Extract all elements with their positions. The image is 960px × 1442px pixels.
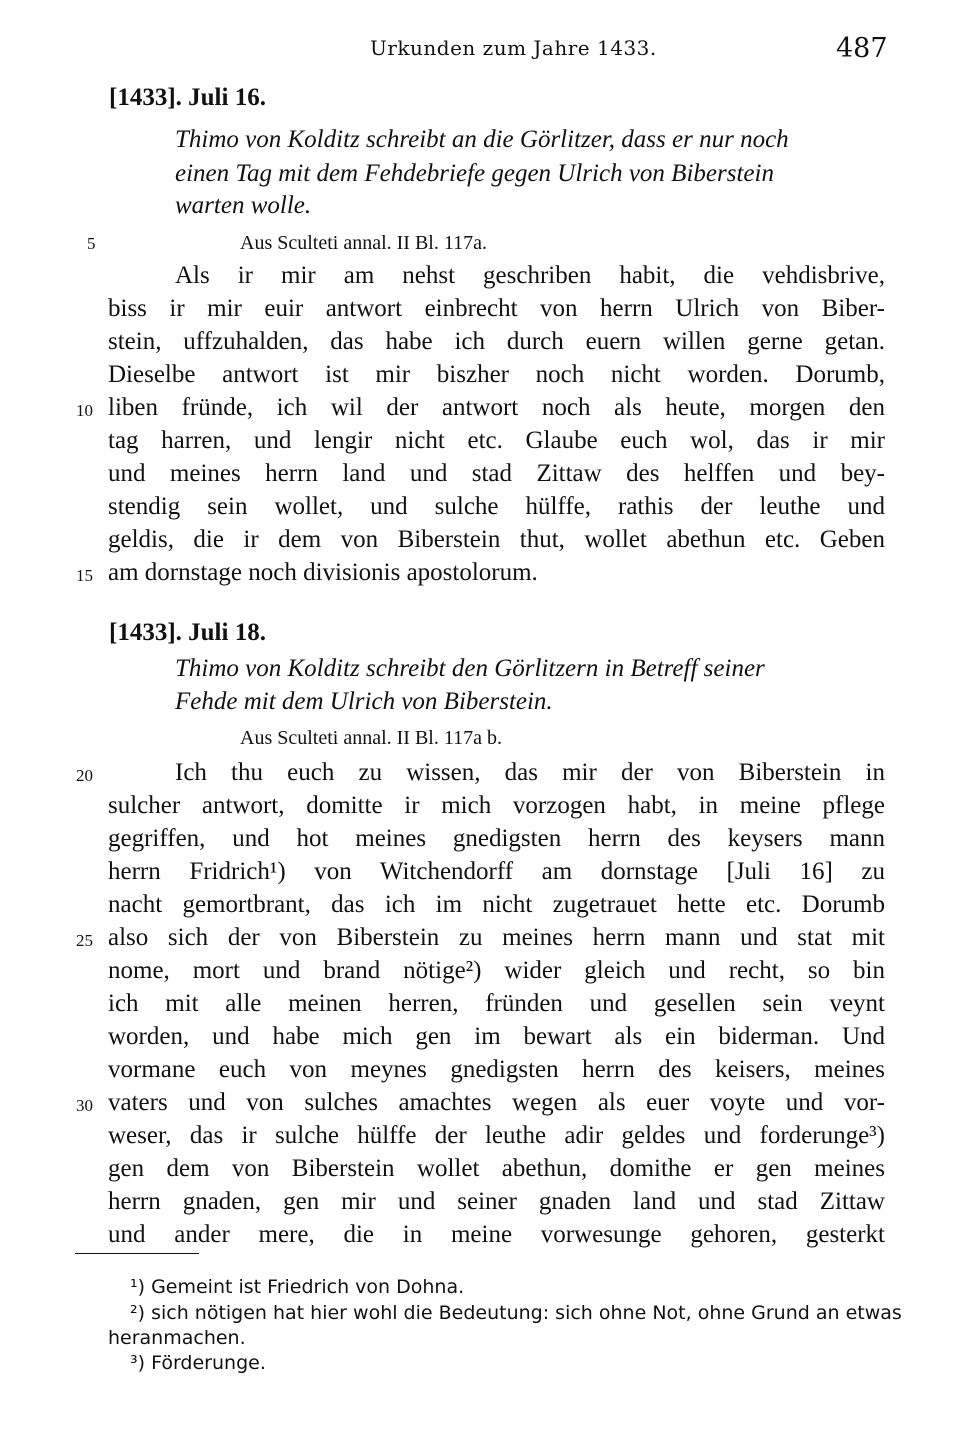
doc2-line: nome, mort und brand nötige²) wider gleich und recht, so bin (108, 957, 885, 984)
line-number: 10 (76, 401, 93, 420)
page-number: 487 (836, 33, 888, 64)
doc1-date: [1433]. Juli 16. (109, 84, 266, 111)
doc2-line: worden, und habe mich gen im bewart als ein biderman. Und (108, 1023, 885, 1050)
doc2-line: sulcher antwort, domitte ir mich vorzogen habt, in meine pflege (108, 792, 885, 819)
doc2-line: und ander mere, die in meine vorwesunge gehoren, gesterkt (108, 1221, 885, 1248)
doc2-line: Ich thu euch zu wissen, das mir der von Biberstein in (175, 759, 885, 786)
doc1-line: am dornstage noch divisionis apostolorum. (108, 559, 538, 586)
doc2-line: also sich der von Biberstein zu meines herrn mann und stat mit (108, 924, 885, 951)
doc1-summary-line: warten wolle. (175, 192, 312, 219)
doc2-line: weser, das ir sulche hülffe der leuthe adir geldes und forderunge³) (108, 1122, 885, 1149)
footnote: ²) sich nötigen hat hier wohl die Bedeutung: sich ohne Not, ohne Grund an etwas (130, 1302, 902, 1324)
doc1-line: und meines herrn land und stad Zittaw des helffen und bey- (108, 460, 885, 487)
doc1-line: Dieselbe antwort ist mir biszher noch nicht worden. Dorumb, (108, 361, 885, 388)
doc2-line: vormane euch von meynes gnedigsten herrn des keisers, meines (108, 1056, 885, 1083)
doc2-line: ich mit alle meinen herren, fründen und gesellen sein veynt (108, 990, 885, 1017)
doc1-line: stendig sein wollet, und sulche hülffe, rathis der leuthe und (108, 493, 885, 520)
line-number: 15 (76, 566, 93, 585)
running-title: Urkunden zum Jahre 1433. (370, 36, 657, 60)
doc1-line: geldis, die ir dem von Biberstein thut, wollet abethun etc. Geben (108, 526, 885, 553)
doc2-source: Aus Sculteti annal. II Bl. 117a b. (240, 727, 502, 749)
doc1-line: Als ir mir am nehst geschriben habit, die vehdisbrive, (175, 262, 885, 289)
footnote-continuation: heranmachen. (108, 1327, 246, 1349)
doc1-summary-line: einen Tag mit dem Fehdebriefe gegen Ulrich von Biberstein (175, 160, 774, 187)
doc2-line: vaters und von sulches amachtes wegen als euer voyte und vor- (108, 1089, 885, 1116)
footnote-rule (75, 1253, 199, 1254)
line-number: 5 (87, 234, 96, 253)
doc2-line: herrn gnaden, gen mir und seiner gnaden land und stad Zittaw (108, 1188, 885, 1215)
doc1-line: liben fründe, ich wil der antwort noch als heute, morgen den (108, 394, 885, 421)
doc2-summary-line: Thimo von Kolditz schreibt den Görlitzern in Betreff seiner (175, 655, 765, 682)
footnote: ³) Förderunge. (130, 1352, 266, 1374)
doc1-line: tag harren, und lengir nicht etc. Glaube euch wol, das ir mir (108, 427, 885, 454)
doc1-line: biss ir mir euir antwort einbrecht von herrn Ulrich von Biber- (108, 295, 885, 322)
doc1-source: Aus Sculteti annal. II Bl. 117a. (240, 232, 487, 254)
doc2-date: [1433]. Juli 18. (109, 619, 266, 646)
line-number: 25 (76, 931, 93, 950)
footnote: ¹) Gemeint ist Friedrich von Dohna. (130, 1276, 465, 1298)
line-number: 30 (76, 1096, 93, 1115)
doc2-line: herrn Fridrich¹) von Witchendorff am dornstage [Juli 16] zu (108, 858, 885, 885)
line-number: 20 (76, 766, 93, 785)
doc1-summary-line: Thimo von Kolditz schreibt an die Görlitzer, dass er nur noch (175, 126, 789, 153)
doc2-summary-line: Fehde mit dem Ulrich von Biberstein. (175, 688, 553, 715)
doc1-line: stein, uffzuhalden, das habe ich durch euern willen gerne getan. (108, 328, 885, 355)
doc2-line: gegriffen, und hot meines gnedigsten herrn des keysers mann (108, 825, 885, 852)
doc2-line: nacht gemortbrant, das ich im nicht zugetrauet hette etc. Dorumb (108, 891, 885, 918)
doc2-line: gen dem von Biberstein wollet abethun, domithe er gen meines (108, 1155, 885, 1182)
